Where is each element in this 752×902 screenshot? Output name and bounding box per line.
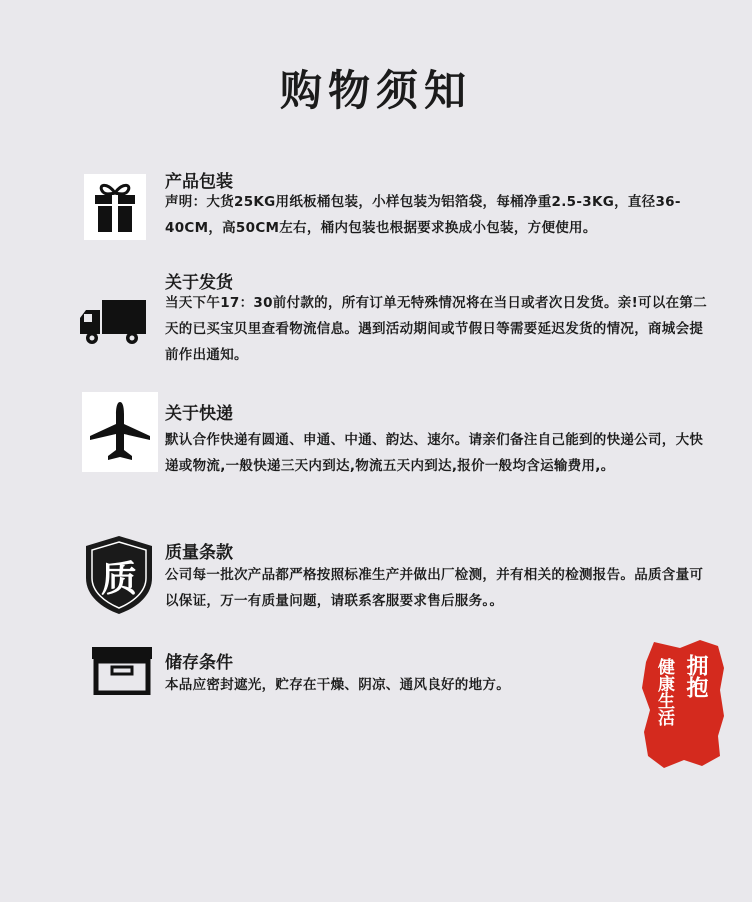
section-title: 储存条件 xyxy=(165,653,233,673)
section-body: 默认合作快递有圆通、申通、中通、韵达、速尔。请亲们备注自己能到的快递公司，大快递或物流,一般快递三天内到达,物流五天内到达,报价一般均含运输费用,。 xyxy=(165,432,704,474)
quality-shield-icon xyxy=(82,534,156,616)
section-body: 公司每一批次产品都严格按照标准生产并做出厂检测，并有相关的检测报告。品质含量可以保证，万一有质量问题，请联系客服要求售后服务。。 xyxy=(165,567,704,609)
section-title: 关于快递 xyxy=(165,404,233,424)
section-title: 质量条款 xyxy=(165,543,233,563)
truck-icon xyxy=(78,296,148,348)
quality-badge-label: 质 xyxy=(100,558,137,600)
seal-stamp xyxy=(640,638,726,770)
storage-box-icon xyxy=(90,645,154,695)
section-body: 当天下午17：30前付款的，所有订单无特殊情况将在当日或者次日发货。亲!可以在第二天的已买宝贝里查看物流信息。遇到活动期间或节假日等需要延迟发货的情况，商城会提前作出通知。 xyxy=(165,295,708,363)
section-title: 产品包装 xyxy=(165,172,233,192)
gift-box-icon xyxy=(84,174,146,240)
page-title: 购物须知 xyxy=(279,66,472,115)
airplane-icon xyxy=(82,392,158,472)
seal-text-right: 拥抱 xyxy=(683,654,709,698)
seal-text-left: 健康生活 xyxy=(654,658,674,726)
section-body: 本品应密封遮光，贮存在干燥、阴凉、通风良好的地方。 xyxy=(165,677,510,693)
section-body: 声明：大货25KG用纸板桶包装，小样包装为铝箔袋，每桶净重2.5-3KG，直径36-40CM，高50CM左右，桶内包装也根据要求换成小包装，方便使用。 xyxy=(165,194,681,236)
section-title: 关于发货 xyxy=(165,273,233,293)
